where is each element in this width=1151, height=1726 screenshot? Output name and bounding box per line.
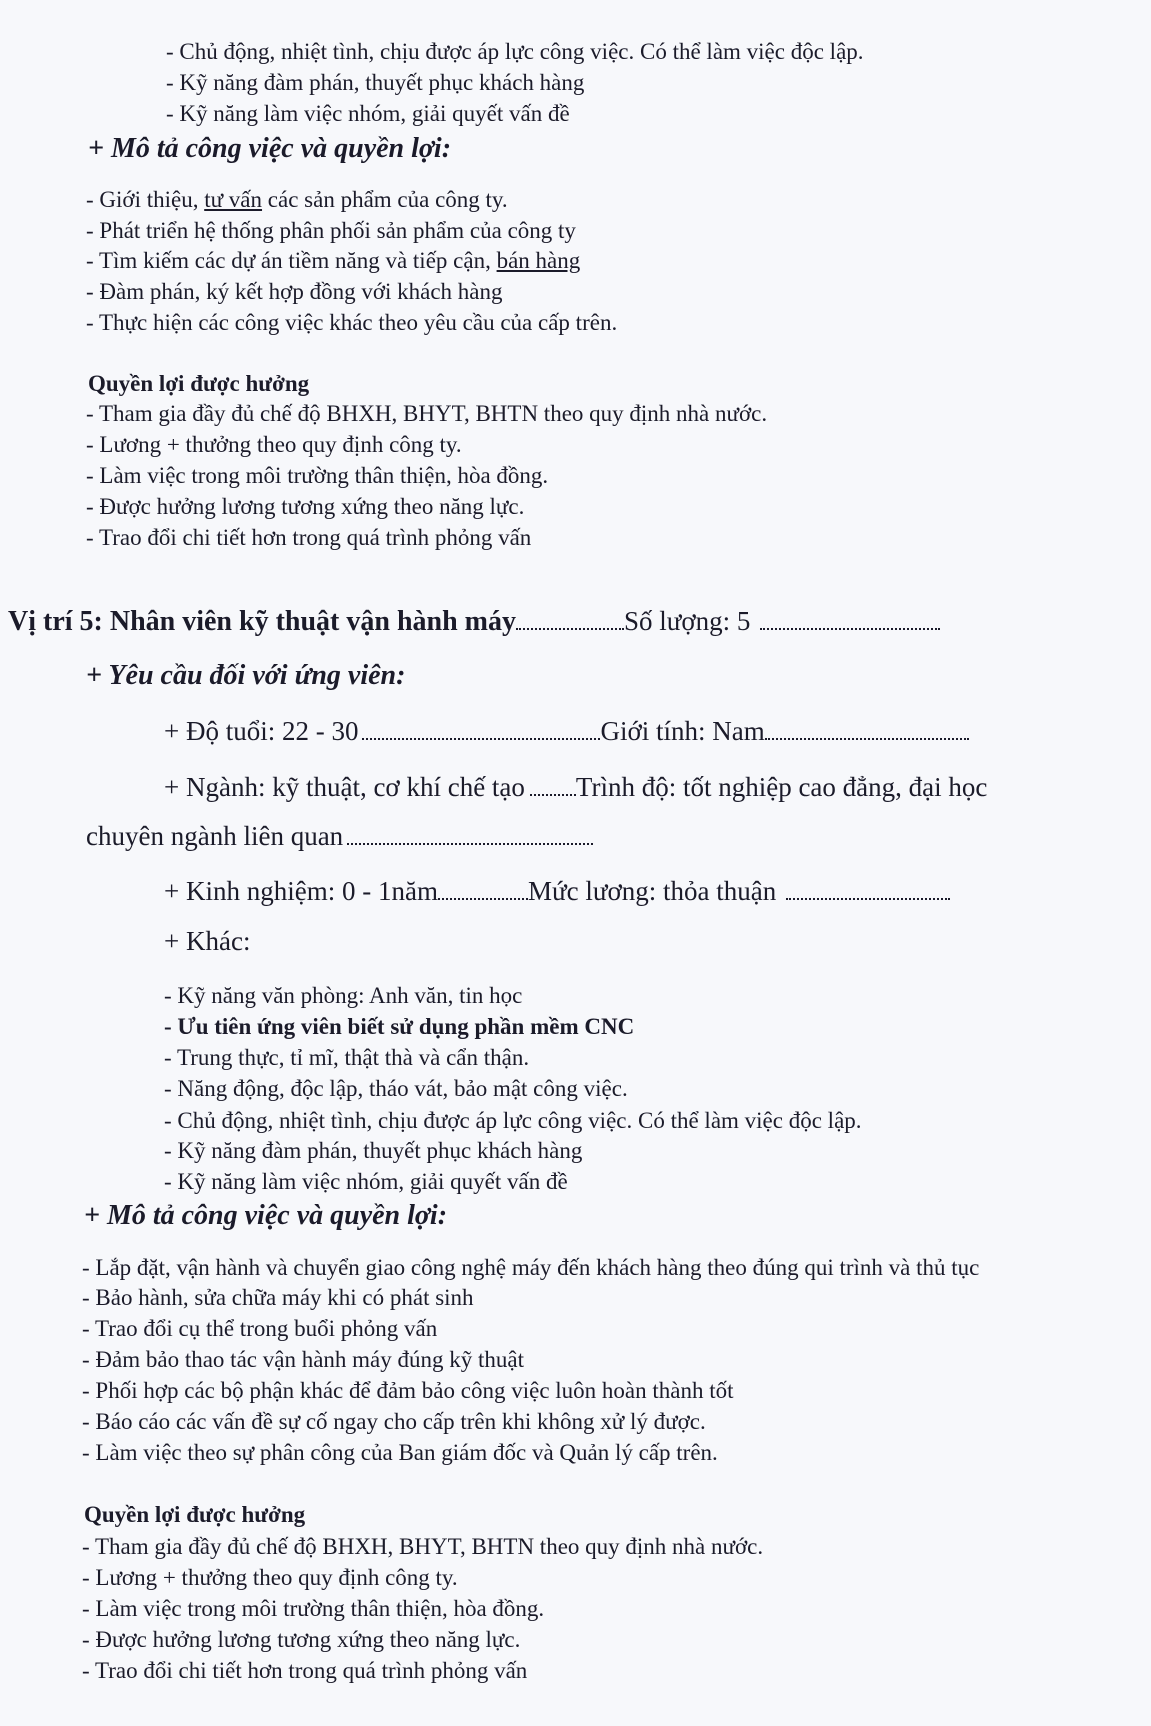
gender: Giới tính: Nam	[600, 716, 765, 746]
task-line: - Phối hợp các bộ phận khác để đảm bảo công việc luôn hoàn thành tốt	[82, 1378, 734, 1403]
skill-line: - Kỹ năng văn phòng: Anh văn, tin học	[164, 983, 523, 1008]
benefit-line: - Lương + thưởng theo quy định công ty.	[86, 432, 462, 457]
skill-line: - Kỹ năng làm việc nhóm, giải quyết vấn đề	[166, 101, 570, 126]
task-line: - Thực hiện các công việc khác theo yêu cầu của cấp trên.	[86, 310, 618, 335]
benefit-line: - Được hưởng lương tương xứng theo năng lực.	[86, 494, 525, 519]
job-description-heading: + Mô tả công việc và quyền lợi:	[88, 133, 452, 164]
major: + Ngành: kỹ thuật, cơ khí chế tạo	[164, 772, 525, 802]
job-description-heading: + Mô tả công việc và quyền lợi:	[84, 1200, 448, 1231]
task-line: - Báo cáo các vấn đề sự cố ngay cho cấp trên khi không xử lý được.	[82, 1409, 706, 1434]
task-line: - Đàm phán, ký kết hợp đồng với khách hàng	[86, 279, 503, 304]
task-line: - Làm việc theo sự phân công của Ban giám đốc và Quản lý cấp trên.	[82, 1440, 718, 1465]
task-line: - Bảo hành, sửa chữa máy khi có phát sinh	[82, 1285, 474, 1310]
education-level: Trình độ: tốt nghiệp cao đẳng, đại học	[575, 772, 988, 802]
task-line: - Lắp đặt, vận hành và chuyển giao công nghệ máy đến khách hàng theo đúng qui trình và thủ tục	[82, 1255, 980, 1280]
task-line: - Phát triển hệ thống phân phối sản phẩm của công ty	[86, 218, 576, 243]
major-row	[164, 774, 987, 801]
benefit-line: - Lương + thưởng theo quy định công ty.	[82, 1565, 458, 1590]
underlined-term: bán hàng	[496, 248, 581, 273]
benefit-line: - Tham gia đầy đủ chế độ BHXH, BHYT, BHTN theo quy định nhà nước.	[86, 401, 768, 426]
task-line: - Đảm bảo thao tác vận hành máy đúng kỹ thuật	[82, 1347, 524, 1372]
position-quantity: Số lượng: 5	[623, 606, 751, 636]
task-line: - Giới thiệu, tư vấn các sản phẩm của công ty.	[86, 187, 508, 212]
education-level-cont: chuyên ngành liên quan	[86, 821, 344, 851]
benefits-heading: Quyền lợi được hưởng	[88, 371, 310, 396]
benefit-line: - Làm việc trong môi trường thân thiện, hòa đồng.	[82, 1596, 545, 1621]
experience-row	[164, 878, 950, 905]
task-line: - Trao đổi cụ thể trong buổi phỏng vấn	[82, 1316, 438, 1341]
experience: + Kinh nghiệm: 0 - 1năm	[164, 876, 438, 906]
skill-line: - Chủ động, nhiệt tình, chịu được áp lực công việc. Có thể làm việc độc lập.	[164, 1108, 862, 1133]
benefit-line: - Được hưởng lương tương xứng theo năng lực.	[82, 1627, 521, 1652]
skill-line: - Kỹ năng làm việc nhóm, giải quyết vấn đề	[164, 1169, 568, 1194]
salary: Mức lương: thỏa thuận	[527, 876, 777, 906]
age: + Độ tuổi: 22 - 30	[164, 716, 359, 746]
skill-line: - Kỹ năng đàm phán, thuyết phục khách hàng	[166, 70, 585, 95]
benefit-line: - Tham gia đầy đủ chế độ BHXH, BHYT, BHTN theo quy định nhà nước.	[82, 1534, 764, 1559]
position-title: Vị trí 5: Nhân viên kỹ thuật vận hành máy	[8, 606, 516, 637]
position-title-row	[8, 608, 1038, 636]
benefit-line: - Trao đổi chi tiết hơn trong quá trình phỏng vấn	[82, 1658, 528, 1683]
underlined-term: tư vấn	[204, 187, 263, 212]
benefit-line: - Trao đổi chi tiết hơn trong quá trình phỏng vấn	[86, 525, 532, 550]
age-row	[164, 718, 969, 745]
benefits-heading: Quyền lợi được hưởng	[84, 1502, 306, 1527]
skill-line: - Chủ động, nhiệt tình, chịu được áp lực công việc. Có thể làm việc độc lập.	[166, 39, 864, 64]
other-label: + Khác:	[164, 926, 251, 956]
skill-line-priority: - Ưu tiên ứng viên biết sử dụng phần mềm CNC	[164, 1014, 635, 1039]
requirements-heading: + Yêu cầu đối với ứng viên:	[86, 660, 406, 691]
skill-line: - Trung thực, tỉ mĩ, thật thà và cẩn thận.	[164, 1045, 530, 1070]
major-row-cont	[86, 823, 593, 850]
skill-line: - Năng động, độc lập, tháo vát, bảo mật công việc.	[164, 1076, 628, 1101]
benefit-line: - Làm việc trong môi trường thân thiện, hòa đồng.	[86, 463, 549, 488]
task-line: - Tìm kiếm các dự án tiềm năng và tiếp cận, bán hàng	[86, 248, 581, 273]
skill-line: - Kỹ năng đàm phán, thuyết phục khách hàng	[164, 1138, 583, 1163]
